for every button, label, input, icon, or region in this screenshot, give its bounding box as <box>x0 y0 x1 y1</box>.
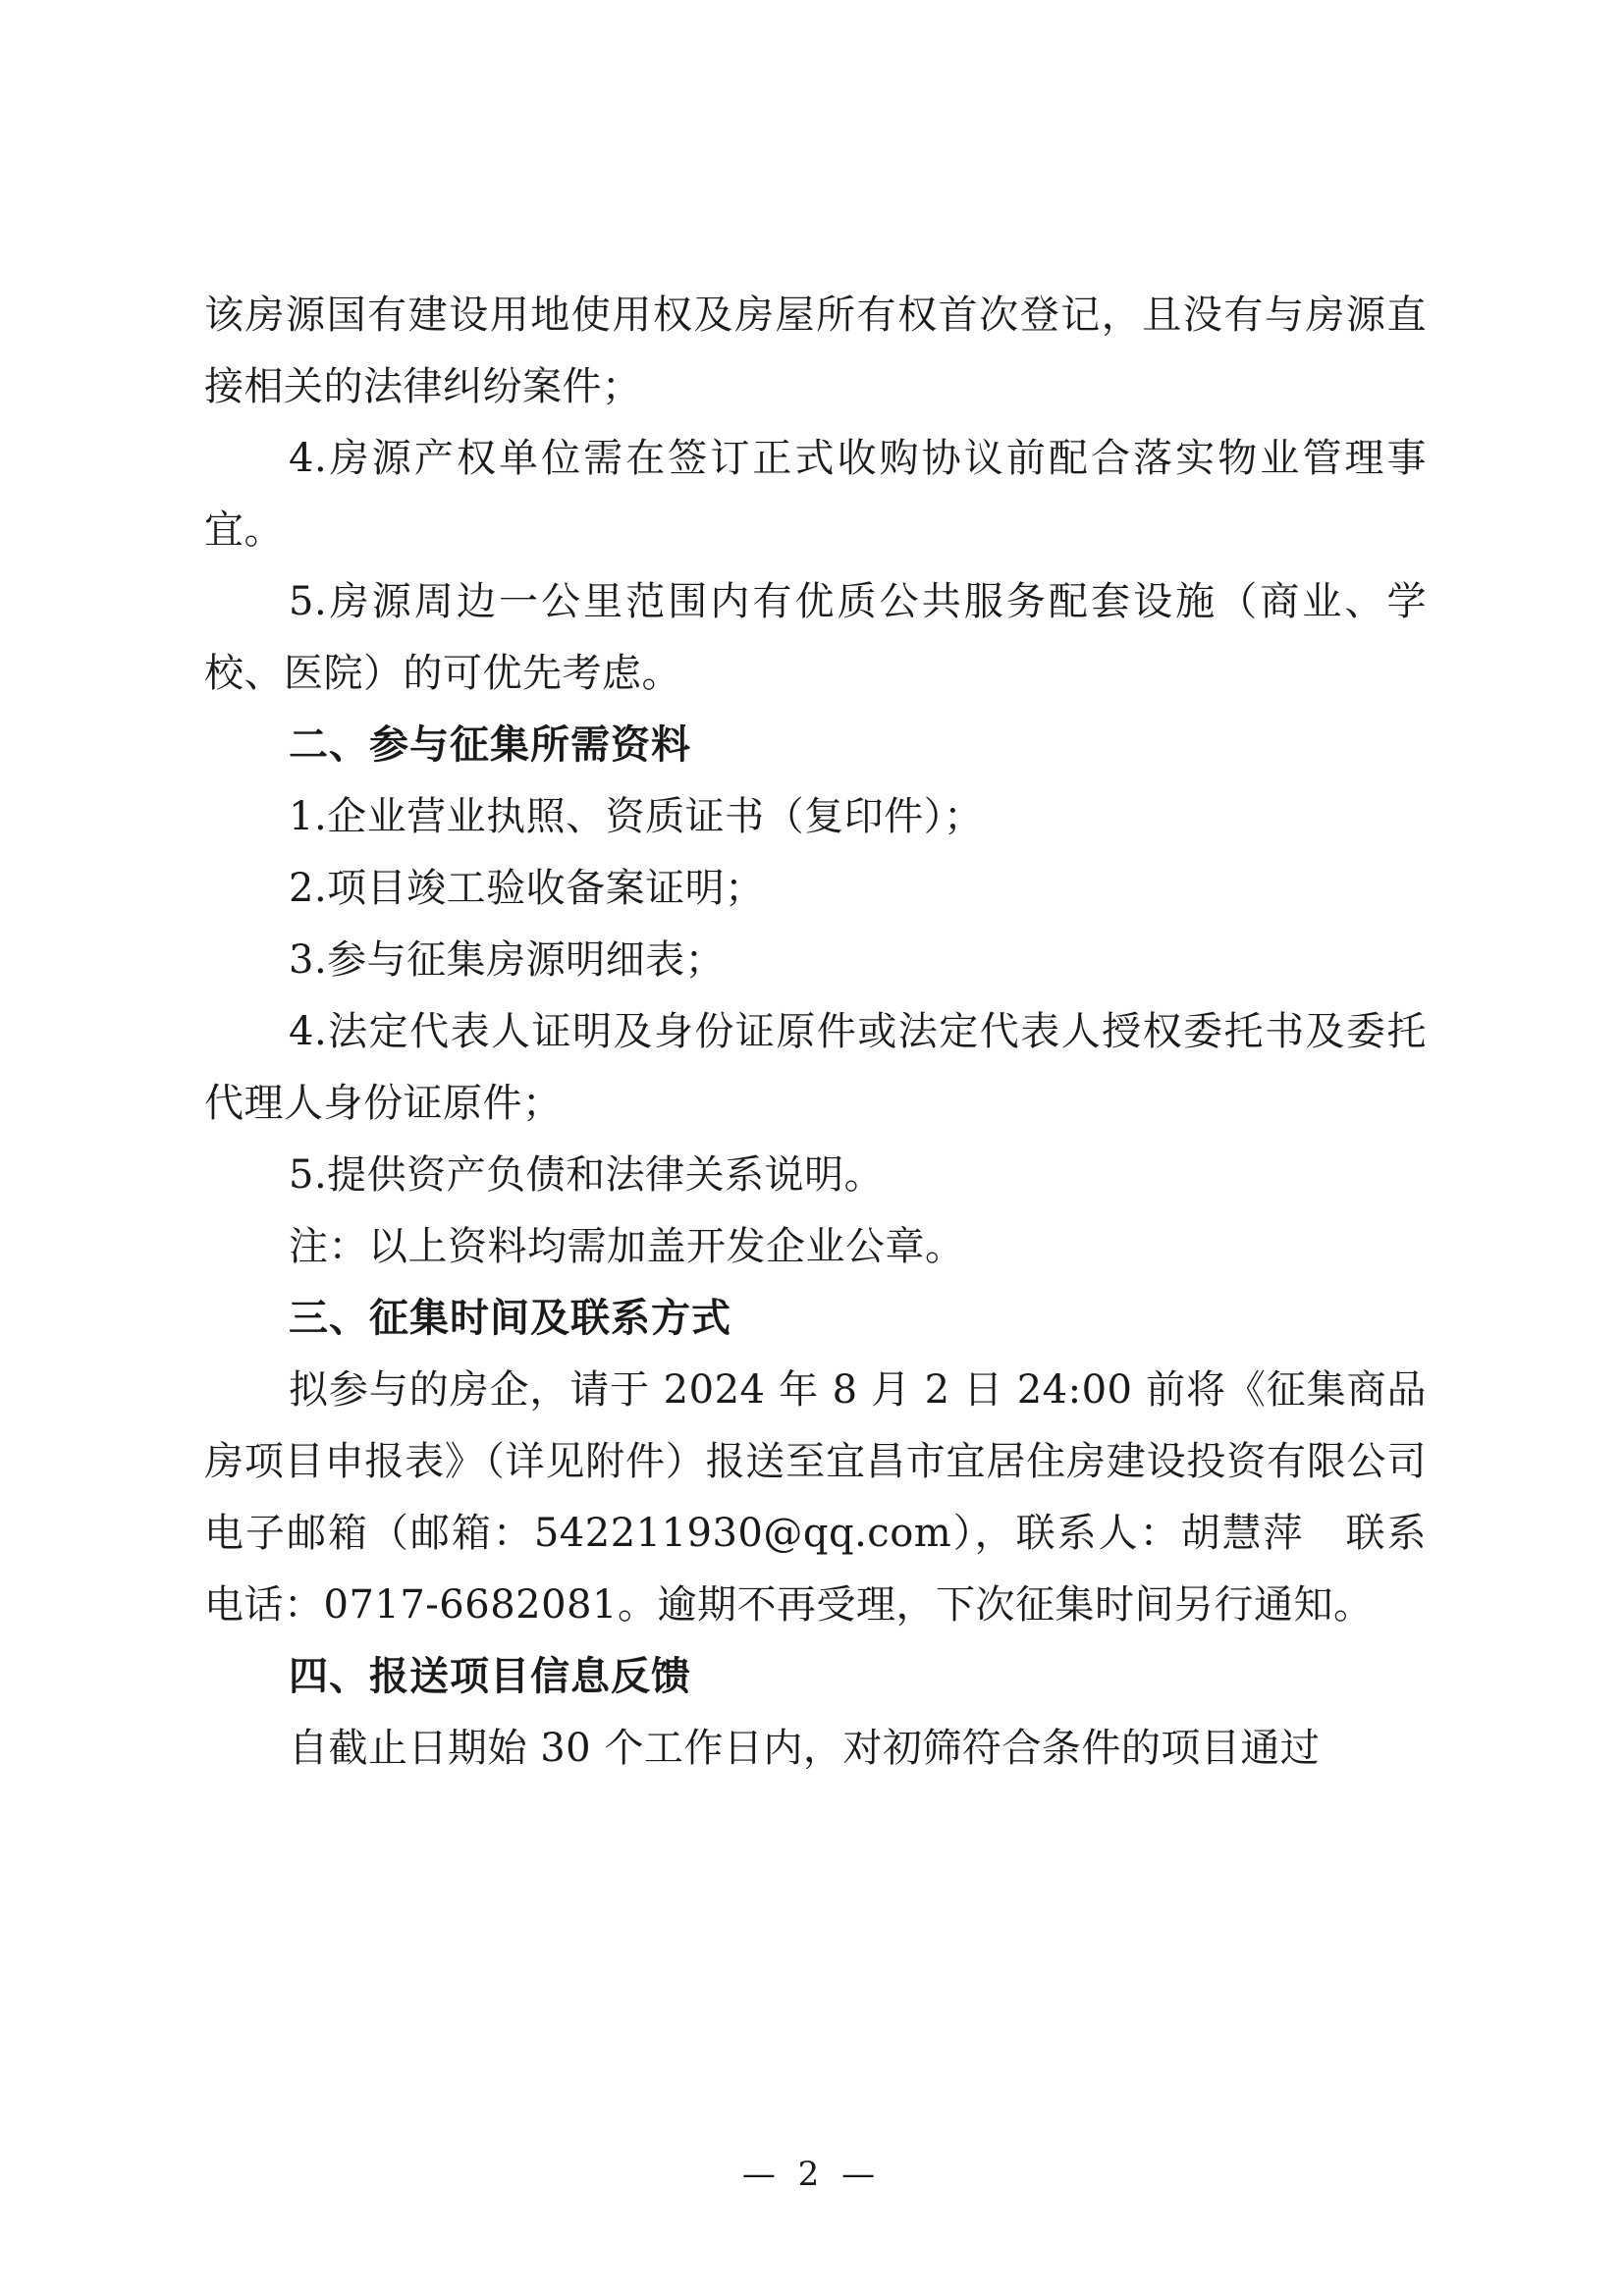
section-heading-four: 四、报送项目信息反馈 <box>289 1654 691 1699</box>
paragraph-material-3: 3.参与征集房源明细表； <box>289 937 726 983</box>
paragraph-feedback-intro: 自截止日期始 30 个工作日内，对初筛符合条件的项目通过 <box>289 1726 1321 1771</box>
document-body <box>204 280 1427 1785</box>
paragraph-material-4: 4.法定代表人证明及身份证原件或法定代表人授权委托书及委托代理人身份证原件； <box>204 1009 1427 1126</box>
paragraph-condition-4: 4.房源产权单位需在签订正式收购协议前配合落实物业管理事宜。 <box>204 436 1427 553</box>
paragraph-condition-3-continued: 该房源国有建设用地使用权及房屋所有权首次登记，且没有与房源直接相关的法律纠纷案件； <box>204 293 1427 409</box>
paragraph-material-5: 5.提供资产负债和法律关系说明。 <box>289 1152 885 1198</box>
paragraph-material-1: 1.企业营业执照、资质证书（复印件）； <box>289 794 984 839</box>
section-heading-three: 三、征集时间及联系方式 <box>289 1296 731 1341</box>
page-number: — 2 — <box>741 2155 882 2194</box>
paragraph-submission-contact: 拟参与的房企，请于 2024 年 8 月 2 日 24:00 前将《征集商品房项目申报表》（详见附件）报送至宜昌市宜居住房建设投资有限公司电子邮箱（邮箱：542211930@qq.com），联系人：胡慧萍 联系电话：0717-6682081。逾期不再受理，下次征集时间另行通知。 <box>204 1367 1427 1628</box>
paragraph-material-2: 2.项目竣工验收备案证明； <box>289 866 765 911</box>
paragraph-condition-5: 5.房源周边一公里范围内有优质公共服务配套设施（商业、学校、医院）的可优先考虑。 <box>204 579 1427 696</box>
section-heading-two: 二、参与征集所需资料 <box>289 722 691 768</box>
paragraph-material-note: 注：以上资料均需加盖开发企业公章。 <box>289 1224 965 1269</box>
